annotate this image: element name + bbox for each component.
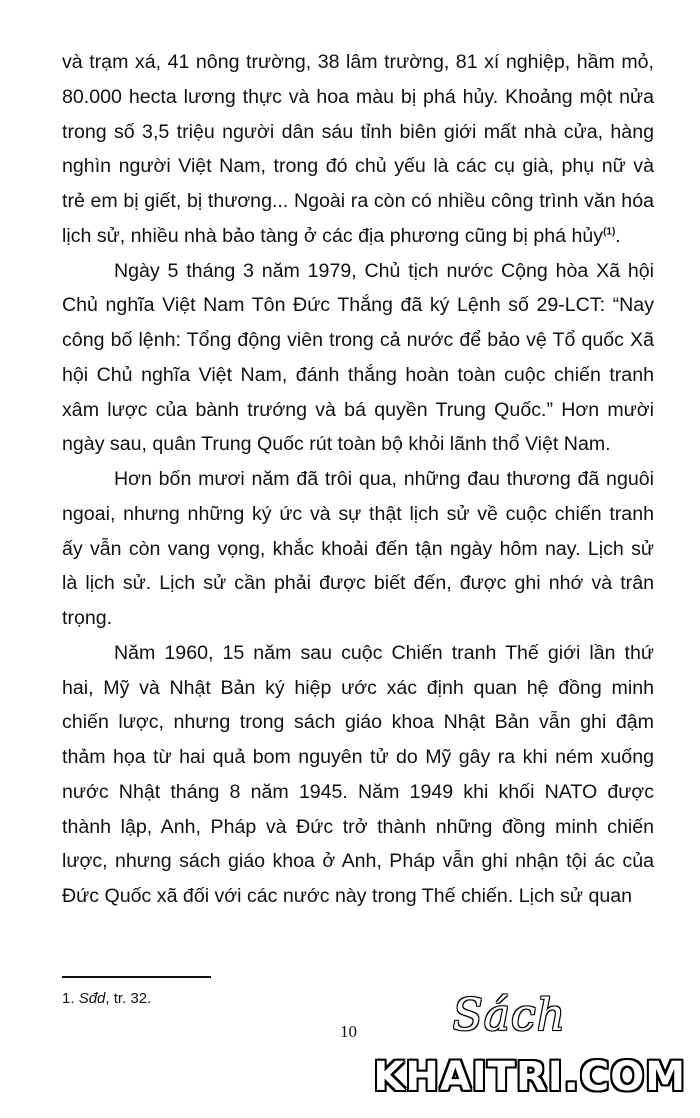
text-line: trẻ em bị giết, bị thương... Ngoài ra còn có nhiều công trình văn hóa xyxy=(62,190,654,212)
text-line: Chủ nghĩa Việt Nam Tôn Đức Thắng đã ký Lệnh số 29-LCT: “Nay xyxy=(62,294,654,317)
text-line: trong số 3,5 triệu người dân sáu tỉnh biên giới mất nhà cửa, hàng xyxy=(62,120,654,143)
text-line: lịch sử, nhiều nhà bảo tàng ở các địa phương cũng bị phá hủy xyxy=(62,224,604,247)
footnote xyxy=(62,988,151,1010)
text-line: và trạm xá, 41 nông trường, 38 lâm trường, 81 xí nghiệp, hầm mỏ, xyxy=(62,51,654,73)
watermark-script: Sách xyxy=(452,990,566,1041)
footnote-number: 1. xyxy=(62,990,75,1007)
text-line: Đức Quốc xã đối với các nước này trong Thế chiến. Lịch sử quan xyxy=(62,885,633,907)
text-line: xâm lược của bành trướng và bá quyền Trung Quốc.” Hơn mười xyxy=(62,398,654,421)
text-line: hai, Mỹ và Nhật Bản ký hiệp ước xác định quan hệ đồng minh xyxy=(62,676,654,699)
footnote-rest: , tr. 32. xyxy=(105,990,152,1007)
footnote-marker: (1) xyxy=(603,226,616,238)
page-number: 10 xyxy=(340,1022,357,1041)
text-line: hội Chủ nghĩa Việt Nam, đánh thắng hoàn toàn cuộc chiến tranh xyxy=(62,363,654,386)
text-line: công bố lệnh: Tổng động viên trong cả nước để bảo vệ Tổ quốc Xã xyxy=(62,329,654,351)
watermark-logo xyxy=(366,990,686,1100)
line-end-period: . xyxy=(615,224,621,247)
text-line: nghìn người Việt Nam, trong đó chủ yếu là các cụ già, phụ nữ và xyxy=(62,155,654,178)
watermark-brand: KHAITRI.COM xyxy=(373,1054,686,1100)
text-line: nước Nhật tháng 8 năm 1945. Năm 1949 khi khối NATO được xyxy=(62,780,654,803)
text-line: Năm 1960, 15 năm sau cuộc Chiến tranh Thế giới lần thứ xyxy=(114,641,654,664)
footnote-divider xyxy=(62,976,211,978)
text-line: Hơn bốn mươi năm đã trôi qua, những đau thương đã nguôi xyxy=(114,468,654,490)
text-line: lược, nhưng sách giáo khoa ở Anh, Pháp vẫn ghi nhận tội ác của xyxy=(62,850,654,873)
text-line: ấy vẫn còn vang vọng, khắc khoải đến tận ngày hôm nay. Lịch sử xyxy=(62,537,654,560)
text-line: ngoai, nhưng những ký ức và sự thật lịch sử về cuộc chiến tranh xyxy=(62,502,654,525)
text-line: là lịch sử. Lịch sử cần phải được biết đến, được ghi nhớ và trân xyxy=(62,572,654,595)
text-line: chiến lược, nhưng trong sách giáo khoa Nhật Bản vẫn ghi đậm xyxy=(62,711,654,734)
text-line: ngày sau, quân Trung Quốc rút toàn bộ khỏi lãnh thổ Việt Nam. xyxy=(62,433,611,456)
text-line: thành lập, Anh, Pháp và Đức trở thành những đồng minh chiến xyxy=(62,815,654,838)
footnote-source: Sđd xyxy=(78,990,106,1007)
text-line: thảm họa từ hai quả bom nguyên tử do Mỹ gây ra khi ném xuống xyxy=(62,746,654,768)
text-line: 80.000 hecta lương thực và hoa màu bị phá hủy. Khoảng một nửa xyxy=(62,85,654,108)
text-line: trọng. xyxy=(62,607,113,629)
text-line: Ngày 5 tháng 3 năm 1979, Chủ tịch nước Cộng hòa Xã hội xyxy=(114,259,654,282)
